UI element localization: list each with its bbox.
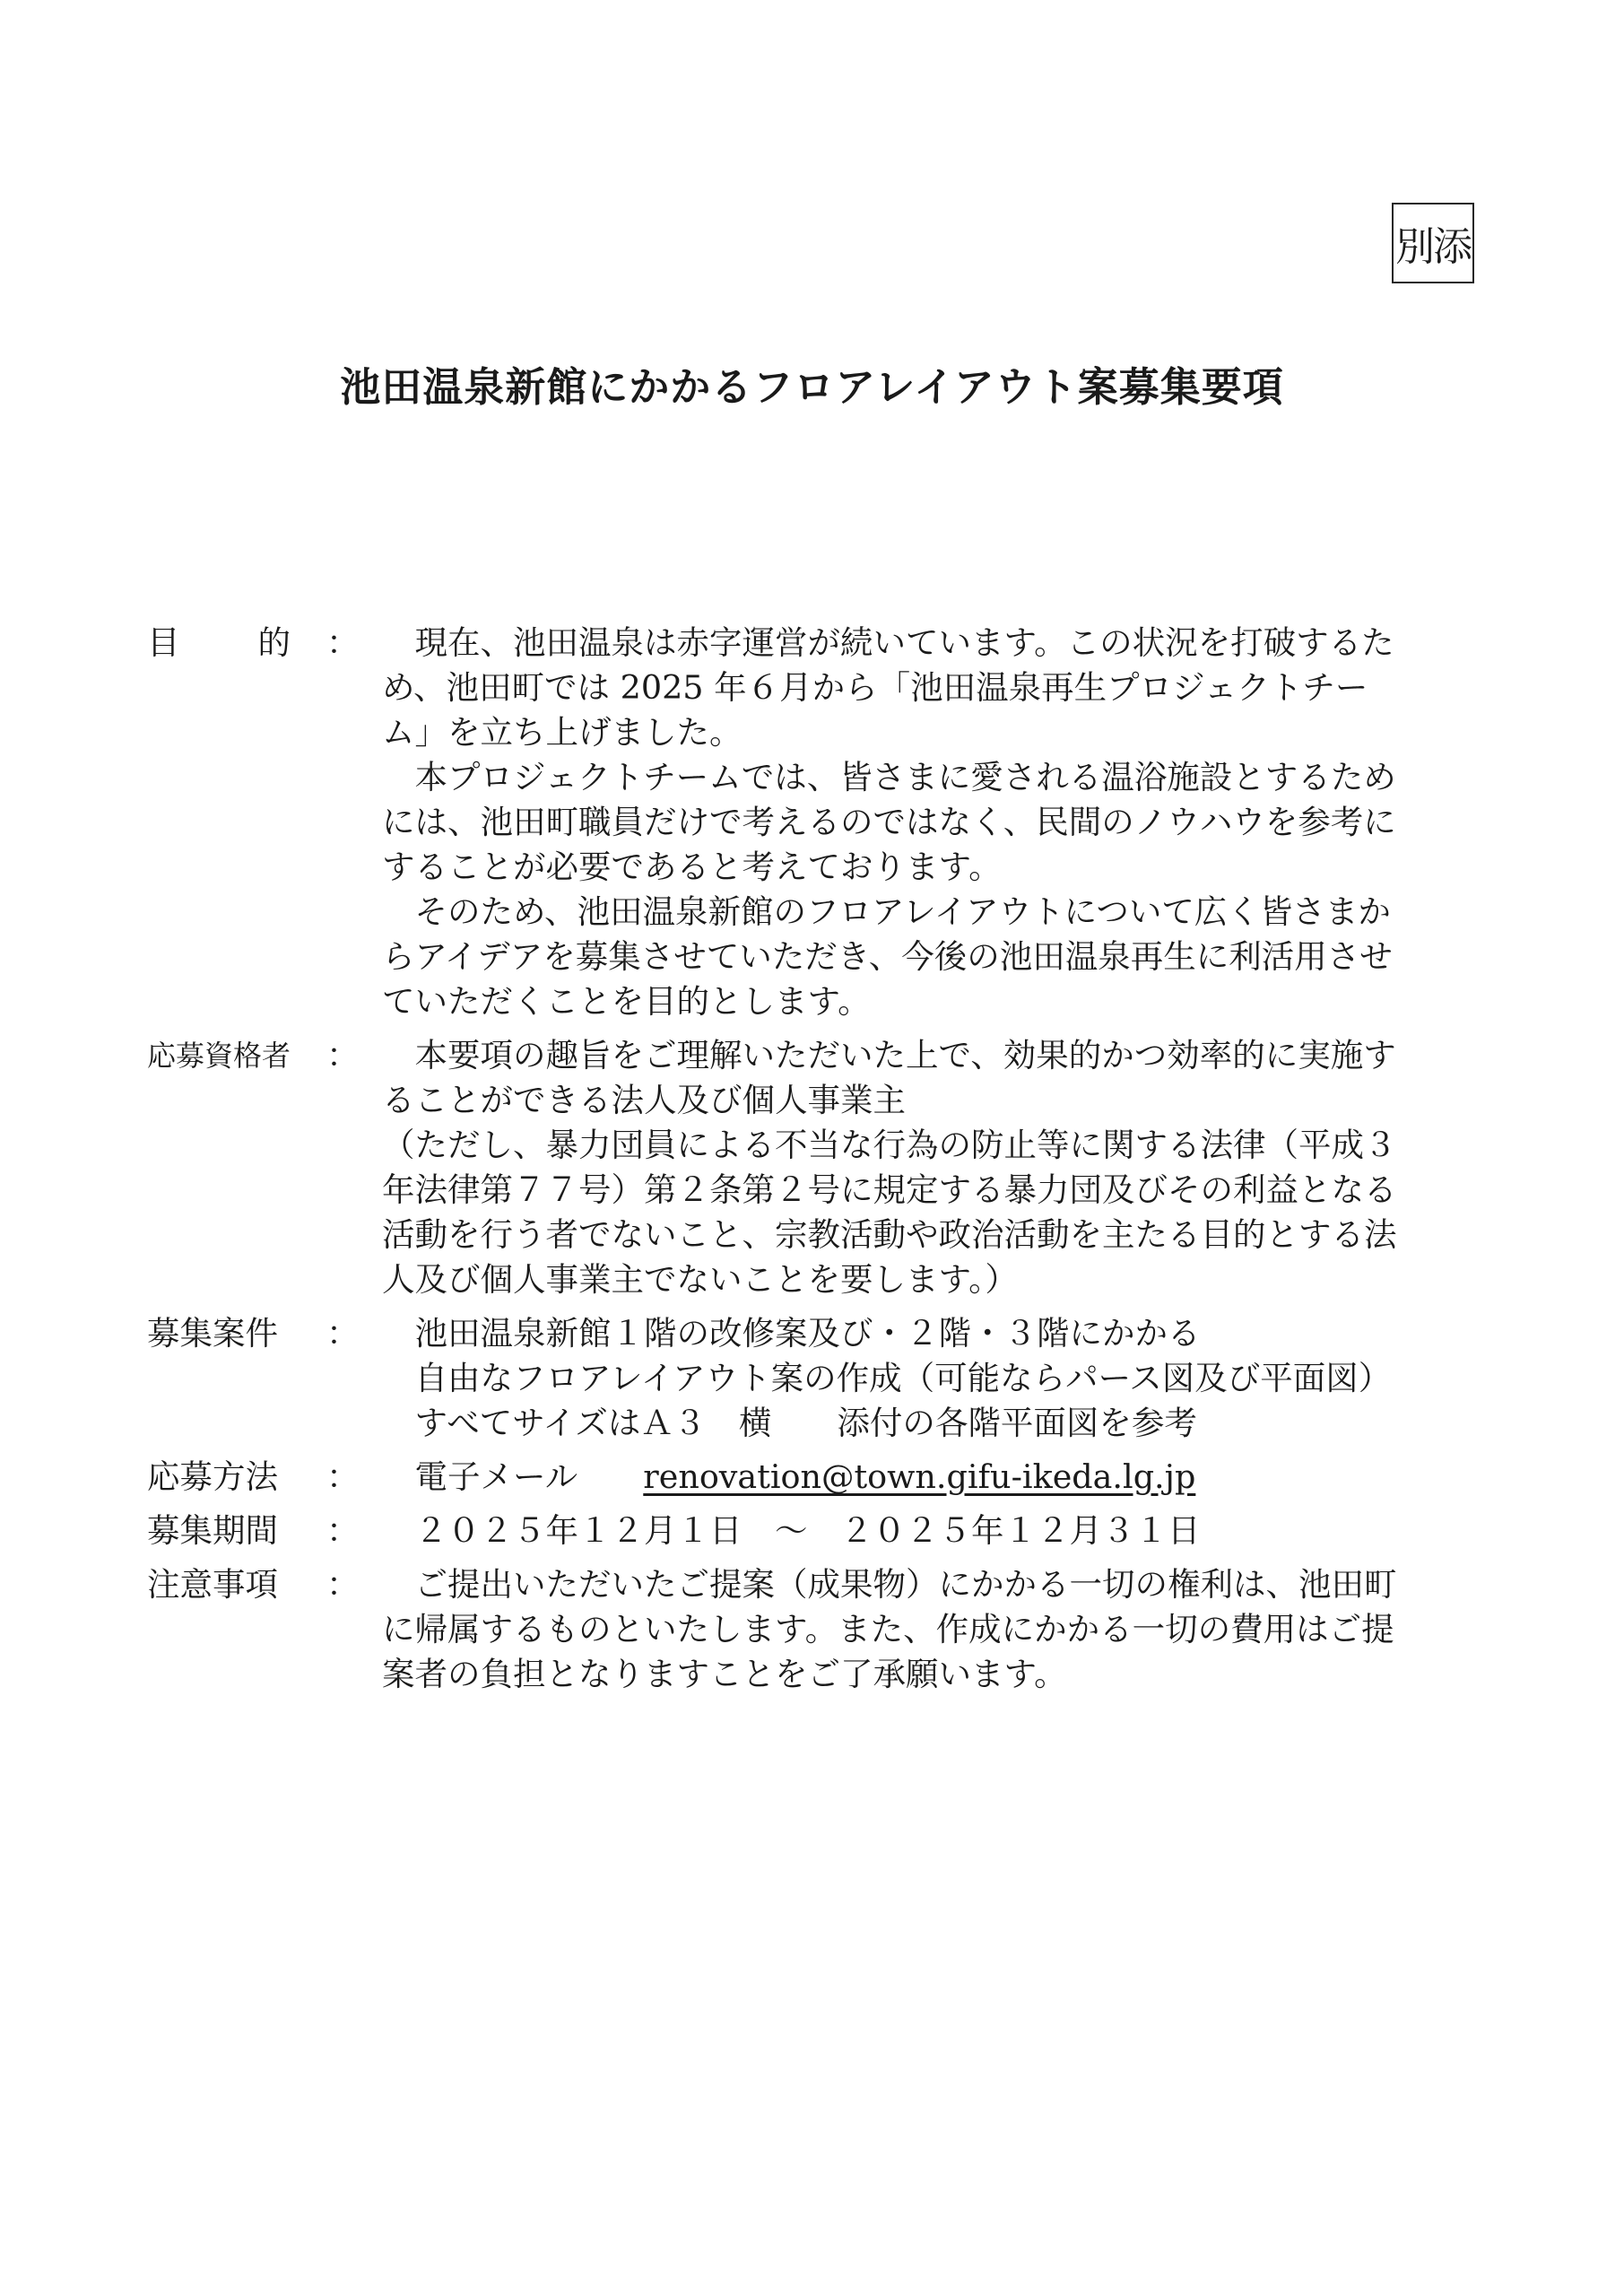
purpose-line: め、池田町では 2025 年６月から「池田温泉再生プロジェクトチー: [382, 668, 1368, 707]
eligibility-line: 人及び個人事業主でないことを要します。）: [382, 1260, 1018, 1299]
subject-line: すべてサイズはＡ３ 横 添付の各階平面図を参考: [382, 1404, 1197, 1442]
method-line: [382, 1455, 1492, 1500]
eligibility-line: 年法律第７７号）第２条第２号に規定する暴力団及びその利益となる: [382, 1170, 1397, 1209]
document-title: 池田温泉新館にかかるフロアレイアウト案募集要項: [340, 363, 1284, 411]
email-link[interactable]: renovation@town.gifu-ikeda.lg.jp: [643, 1457, 1196, 1496]
subject-line: 池田温泉新館１階の改修案及び・２階・３階にかかる: [382, 1314, 1201, 1352]
method-colon: ：: [326, 1457, 360, 1496]
section-notes: [147, 1562, 1492, 1697]
purpose-line: ていただくことを目的とします。: [382, 982, 871, 1021]
purpose-label-char-1: 目: [147, 623, 180, 662]
method-label: 応募方法: [147, 1457, 278, 1496]
subject-text: [382, 1311, 1492, 1446]
eligibility-line: （ただし、暴力団員による不当な行為の防止等に関する法律（平成３: [382, 1126, 1397, 1164]
period-colon: ：: [326, 1511, 360, 1550]
notes-colon: ：: [326, 1565, 360, 1604]
section-method: [147, 1455, 1492, 1500]
notes-line: に帰属するものといたします。また、作成にかかる一切の費用はご提: [382, 1610, 1394, 1648]
notes-text: [382, 1562, 1492, 1697]
notes-line: ご提出いただいたご提案（成果物）にかかる一切の権利は、池田町: [382, 1565, 1397, 1604]
eligibility-label: 応募資格者: [147, 1039, 291, 1073]
section-eligibility: [147, 1033, 1492, 1302]
purpose-line: ム」を立ち上げました。: [382, 713, 743, 752]
section-subject: [147, 1311, 1492, 1446]
eligibility-line: ることができる法人及び個人事業主: [382, 1081, 906, 1119]
purpose-colon: ：: [326, 623, 360, 662]
attachment-stamp: 別添: [1392, 203, 1474, 283]
purpose-label: [147, 621, 291, 665]
purpose-line: には、池田町職員だけで考えるのではなく、民間のノウハウを参考に: [382, 803, 1396, 841]
purpose-line: 本プロジェクトチームでは、皆さまに愛される温浴施設とするため: [382, 758, 1396, 796]
subject-label: 募集案件: [147, 1314, 278, 1352]
purpose-line: 現在、池田温泉は赤字運営が続いています。この状況を打破するた: [382, 623, 1394, 662]
method-prefix: 電子メール: [382, 1457, 644, 1496]
method-text: [382, 1455, 1492, 1500]
purpose-line: することが必要であると考えております。: [382, 848, 1002, 886]
notes-line: 案者の負担となりますことをご了承願います。: [382, 1655, 1067, 1693]
period-label: 募集期間: [147, 1511, 278, 1550]
eligibility-colon: ：: [326, 1036, 360, 1074]
purpose-text: [382, 621, 1492, 1024]
eligibility-text: [382, 1033, 1492, 1302]
period-text: [382, 1509, 1492, 1553]
eligibility-line: 活動を行う者でないこと、宗教活動や政治活動を主たる目的とする法: [382, 1215, 1397, 1254]
section-period: [147, 1509, 1492, 1553]
notes-label: 注意事項: [147, 1565, 278, 1604]
eligibility-line: 本要項の趣旨をご理解いただいた上で、効果的かつ効率的に実施す: [382, 1036, 1396, 1074]
section-purpose: [147, 621, 1492, 1024]
purpose-line: そのため、池田温泉新館のフロアレイアウトについて広く皆さまか: [382, 892, 1391, 931]
document-body: [147, 621, 1492, 1697]
period-line: ２０２５年１２月１日 ～ ２０２５年１２月３１日: [382, 1511, 1201, 1550]
purpose-line: らアイデアを募集させていただき、今後の池田温泉再生に利活用させ: [382, 937, 1393, 976]
purpose-label-char-2: 的: [257, 623, 291, 662]
subject-colon: ：: [326, 1314, 360, 1352]
subject-line: 自由なフロアレイアウト案の作成（可能ならパース図及び平面図）: [382, 1359, 1392, 1397]
